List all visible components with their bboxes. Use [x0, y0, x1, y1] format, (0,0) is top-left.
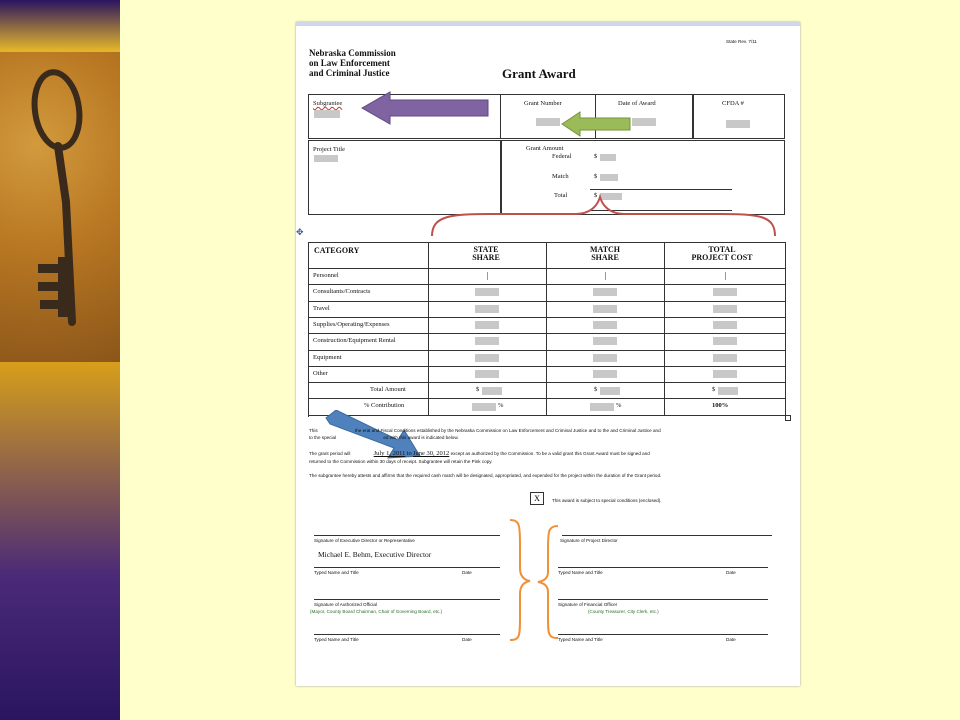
fo-sig-line [558, 599, 768, 600]
state-header-2: SHARE [472, 253, 500, 262]
total-amount-redacted [718, 387, 738, 395]
row-category-label: Equipment [313, 353, 342, 361]
match-redacted [600, 174, 618, 181]
conditions-para-line1 [309, 428, 661, 433]
federal-dollar: $ [594, 153, 598, 160]
row-cell-redacted [475, 337, 499, 345]
para1-mid: the [354, 428, 362, 433]
contribution-pct: % [616, 402, 622, 410]
total-header-2: PROJECT COST [691, 253, 753, 262]
grant-period-to: to [406, 450, 412, 457]
table-row [308, 268, 785, 284]
pd-typed-line [558, 567, 768, 568]
row-cell-redacted [713, 288, 737, 296]
fo-typed-line [558, 634, 768, 635]
fo-sig-label: Signature of Financial Officer [558, 602, 618, 607]
grant-period-end: June 30, 2012 [413, 450, 450, 457]
grant-number-redacted [536, 118, 560, 126]
pd-sig-label: Signature of Project Director [560, 538, 618, 543]
grant-period-line1 [309, 450, 650, 457]
total-label: Total [554, 192, 568, 199]
row-cell-redacted [475, 370, 499, 378]
row-category-label: Travel [313, 304, 330, 312]
state-header-1: STATE [473, 245, 499, 254]
total-amount-dollar: $ [476, 386, 480, 394]
grant-amount-label: Grant Amount [526, 145, 564, 152]
para1-line2-a: to the special [309, 435, 337, 440]
revision-note: State Rev. 7/11 [726, 39, 757, 44]
match-header-1: MATCH [589, 245, 621, 254]
fo-typed-label: Typed Name and Title [558, 637, 603, 642]
total-header-1: TOTAL [708, 245, 736, 254]
contribution-redacted [472, 403, 496, 411]
org-name [309, 48, 396, 78]
project-title-label: Project Title [313, 146, 345, 153]
row-cell-value [605, 272, 606, 280]
org-line-1: Nebraska Commission [309, 48, 396, 58]
exec-sig-label: Signature of Executive Director or Representative [314, 538, 415, 543]
special-conditions-checkbox[interactable]: X [530, 492, 544, 505]
total-amount-redacted [600, 387, 620, 395]
row-cell-redacted [475, 321, 499, 329]
row-cell-redacted [593, 337, 617, 345]
exec-typed-label: Typed Name and Title [314, 570, 359, 575]
pd-typed-label: Typed Name and Title [558, 570, 603, 575]
total-cost-header [682, 246, 762, 262]
pd-date-label: Date [726, 570, 736, 575]
table-col-line [785, 242, 786, 415]
total-rule [590, 189, 732, 190]
orange-brace-annotation [506, 516, 562, 646]
match-dollar: $ [594, 173, 598, 180]
org-line-3: and Criminal Justice [309, 68, 390, 78]
match-header-2: SHARE [591, 253, 619, 262]
auth-date-label: Date [462, 637, 472, 642]
auth-sig-label: Signature of Authorized Official [314, 602, 377, 607]
exec-sig-line [314, 535, 500, 536]
row-cell-redacted [475, 354, 499, 362]
total-amount-dollar: $ [594, 386, 598, 394]
grant-period-line2: returned to the Commission within 30 days of receipt. Subgrantee will retain the Pink copy. [309, 459, 493, 464]
table-row-line [308, 382, 785, 383]
row-cell-redacted [593, 305, 617, 313]
conditions-para-line2 [309, 435, 459, 440]
row-category-label: Consultants/Contracts [313, 288, 371, 296]
row-category-label: Supplies/Operating/Expenses [313, 320, 390, 328]
project-title-redacted [314, 155, 338, 162]
row-cell-redacted [593, 370, 617, 378]
subgrantee-label: Subgrantee [313, 100, 343, 107]
federal-label: Federal [552, 153, 572, 160]
fo-date-label: Date [726, 637, 736, 642]
exec-date-label: Date [462, 570, 472, 575]
row-cell-redacted [713, 321, 737, 329]
subgrantee-redacted [314, 110, 340, 118]
contribution-label: % Contribution [364, 402, 405, 410]
date-of-award-label: Date of Award [618, 100, 656, 107]
row-cell-redacted [713, 370, 737, 378]
federal-redacted [600, 154, 616, 161]
auth-sig-note: (Mayor, County Board Chairman, Chair of Governing Board, etc.) [310, 609, 443, 614]
contribution-redacted [590, 403, 614, 411]
move-handle-icon[interactable]: ✥ [296, 227, 304, 237]
date-of-award-redacted [632, 118, 656, 126]
fo-sig-note: (County Treasurer, City Clerk, etc.) [588, 609, 659, 614]
table-resize-handle[interactable] [785, 415, 791, 421]
auth-typed-line [314, 634, 500, 635]
total-amount-redacted [482, 387, 502, 395]
row-cell-value [487, 272, 488, 280]
row-cell-value [725, 272, 726, 280]
row-category-label: Other [313, 369, 328, 377]
table-row-line [308, 398, 785, 399]
grant-number-label: Grant Number [524, 100, 562, 107]
match-share-header [570, 246, 640, 262]
match-attestation: The subgrantee hereby attests and affirms that the required cash match will be designated, appropriated, and expended for the project within the duration of the Grant period. [309, 473, 662, 478]
state-share-header [451, 246, 521, 262]
document-title: Grant Award [502, 66, 576, 81]
total-amount-dollar: $ [712, 386, 716, 394]
para1-line2-b: ed with this award is indicated below. [383, 435, 459, 440]
row-cell-redacted [593, 354, 617, 362]
contribution-pct: % [498, 402, 504, 410]
row-cell-redacted [713, 305, 737, 313]
red-brace-annotation [430, 194, 780, 240]
purple-arrow-annotation [360, 90, 496, 126]
row-cell-redacted [713, 354, 737, 362]
category-header: CATEGORY [314, 246, 360, 255]
para1-start: This [309, 428, 318, 433]
row-cell-redacted [713, 337, 737, 345]
row-cell-redacted [475, 305, 499, 313]
para2-end: except as authorized by the Commission. To be a valid grant this Grant Award must be signed and [450, 451, 650, 456]
org-line-2: on Law Enforcement [309, 58, 390, 68]
cfda-redacted [726, 120, 750, 128]
row-cell-redacted [475, 288, 499, 296]
para2-start: The grant period will [309, 451, 351, 456]
total-dollar: $ [594, 192, 598, 199]
contribution-total-pct: 100% [712, 402, 729, 410]
grant-period-start: July 1, 2011 [373, 450, 406, 457]
special-conditions-text: This award is subject to special conditions (enclosed). [552, 498, 662, 503]
total-amount-label: Total Amount [370, 386, 406, 394]
para1-end: eral and Fiscal Conditions established by the Nebraska Commission on Law Enforcement and Criminal Justice and to the and Criminal Justice and [362, 428, 661, 433]
green-arrow-annotation [560, 110, 634, 138]
row-category-label: Construction/Equipment Rental [313, 337, 396, 345]
cfda-divider [692, 94, 694, 139]
antique-key-photo [0, 52, 120, 362]
window-top-bar [296, 22, 800, 26]
exec-typed-line [314, 567, 500, 568]
auth-typed-label: Typed Name and Title [314, 637, 359, 642]
exec-name: Michael E. Behm, Executive Director [318, 550, 432, 559]
cfda-label: CFDA # [722, 100, 744, 107]
row-cell-redacted [593, 321, 617, 329]
pd-sig-line [562, 535, 772, 536]
match-label: Match [552, 173, 569, 180]
auth-sig-line [314, 599, 500, 600]
row-cell-redacted [593, 288, 617, 296]
row-category-label: Personnel [313, 272, 339, 279]
